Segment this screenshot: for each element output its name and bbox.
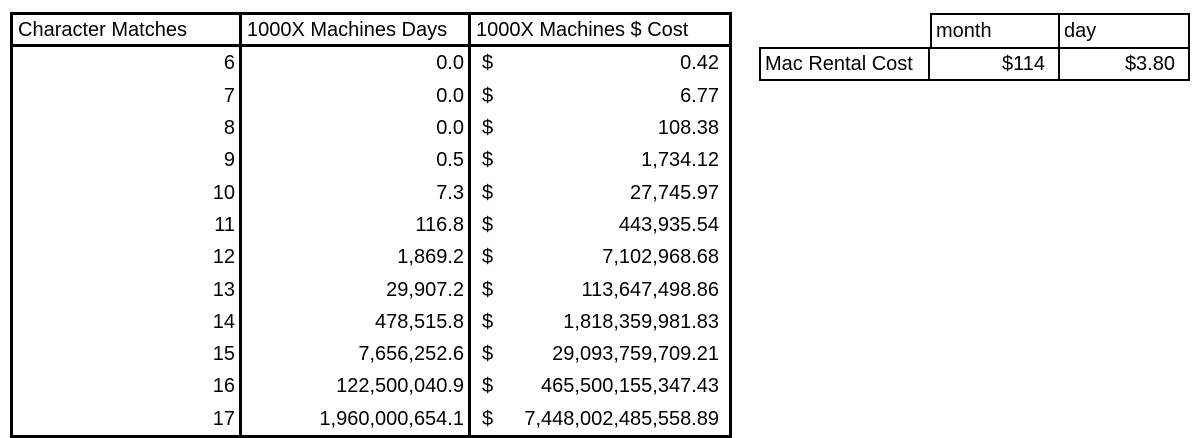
cell-machines-days[interactable]: 1,869.2: [242, 241, 471, 273]
cost-value: 27,745.97: [630, 181, 719, 204]
currency-symbol: $: [482, 213, 494, 236]
rental-blank-cell: [759, 13, 930, 47]
header-machines-cost[interactable]: 1000X Machines $ Cost: [476, 18, 689, 41]
cost-value: 443,935.54: [618, 213, 719, 236]
cell-machines-cost[interactable]: [471, 176, 729, 208]
table-row: [13, 176, 729, 208]
cost-value: 7,448,002,485,558.89: [524, 407, 719, 430]
rental-row-label[interactable]: Mac Rental Cost: [759, 47, 930, 81]
cell-machines-cost[interactable]: [471, 47, 729, 79]
cell-character-matches[interactable]: 9: [13, 144, 242, 176]
table-row: [13, 306, 729, 338]
currency-symbol: $: [482, 278, 494, 301]
cell-machines-cost[interactable]: [471, 241, 729, 273]
cell-character-matches[interactable]: 7: [13, 80, 242, 112]
cell-machines-cost[interactable]: [471, 80, 729, 112]
cost-value: 113,647,498.86: [581, 278, 719, 301]
cell-character-matches[interactable]: 12: [13, 241, 242, 273]
rental-month-value[interactable]: $114: [930, 47, 1060, 81]
cost-table-body: [13, 47, 729, 435]
header-machines-days[interactable]: 1000X Machines Days: [242, 15, 471, 44]
cell-machines-cost[interactable]: [471, 144, 729, 176]
table-row: [13, 80, 729, 112]
currency-symbol: $: [482, 149, 494, 172]
cell-character-matches[interactable]: 11: [13, 209, 242, 241]
rental-day-value[interactable]: $3.80: [1060, 47, 1190, 81]
currency-symbol: $: [482, 343, 494, 366]
cell-machines-days[interactable]: 0.0: [242, 47, 471, 79]
currency-symbol: $: [482, 84, 494, 107]
table-row: [13, 47, 729, 79]
cell-character-matches[interactable]: 10: [13, 176, 242, 208]
table-row: [13, 370, 729, 402]
rental-header-day[interactable]: day: [1060, 13, 1190, 47]
cell-machines-days[interactable]: 7.3: [242, 176, 471, 208]
currency-symbol: $: [482, 310, 494, 333]
cell-machines-cost[interactable]: [471, 338, 729, 370]
cell-machines-cost[interactable]: [471, 403, 729, 435]
currency-symbol: $: [482, 117, 494, 140]
cell-machines-days[interactable]: 478,515.8: [242, 306, 471, 338]
cell-machines-cost[interactable]: [471, 370, 729, 402]
rental-header-month[interactable]: month: [930, 13, 1060, 47]
header-character-matches[interactable]: Character Matches: [13, 15, 242, 44]
currency-symbol: $: [482, 181, 494, 204]
currency-symbol: $: [482, 407, 494, 430]
currency-symbol: $: [482, 52, 494, 75]
cost-value: 1,818,359,981.83: [563, 310, 719, 333]
table-row: [13, 144, 729, 176]
cost-value: 465,500,155,347.43: [541, 375, 719, 398]
cell-machines-days[interactable]: 116.8: [242, 209, 471, 241]
cell-machines-days[interactable]: 122,500,040.9: [242, 370, 471, 402]
cell-machines-days[interactable]: 29,907.2: [242, 273, 471, 305]
rental-value-row: [759, 47, 1190, 81]
cell-character-matches[interactable]: 13: [13, 273, 242, 305]
table-row: [13, 112, 729, 144]
table-row: [13, 338, 729, 370]
cell-machines-days[interactable]: 0.5: [242, 144, 471, 176]
cell-machines-days[interactable]: 7,656,252.6: [242, 338, 471, 370]
rental-header-row: [759, 13, 1190, 47]
cell-machines-days[interactable]: 0.0: [242, 80, 471, 112]
cell-character-matches[interactable]: 6: [13, 47, 242, 79]
cost-table: [10, 12, 732, 438]
cost-value: 29,093,759,709.21: [552, 343, 719, 366]
table-row: [13, 273, 729, 305]
rental-cost-table: [759, 13, 1190, 81]
cell-character-matches[interactable]: 14: [13, 306, 242, 338]
currency-symbol: $: [482, 375, 494, 398]
cost-value: 7,102,968.68: [602, 246, 719, 269]
cell-machines-cost[interactable]: [471, 306, 729, 338]
cell-character-matches[interactable]: 17: [13, 403, 242, 435]
cost-table-header-row: [13, 15, 729, 47]
table-row: [13, 241, 729, 273]
cell-machines-cost[interactable]: [471, 112, 729, 144]
cell-machines-cost[interactable]: [471, 209, 729, 241]
cell-character-matches[interactable]: 8: [13, 112, 242, 144]
cell-machines-days[interactable]: 0.0: [242, 112, 471, 144]
table-row: [13, 403, 729, 435]
cell-character-matches[interactable]: 15: [13, 338, 242, 370]
cell-character-matches[interactable]: 16: [13, 370, 242, 402]
cost-value: 6.77: [680, 84, 719, 107]
cell-machines-cost[interactable]: [471, 273, 729, 305]
cost-value: 1,734.12: [641, 149, 719, 172]
table-row: [13, 209, 729, 241]
cost-value: 108.38: [657, 117, 719, 140]
cell-machines-days[interactable]: 1,960,000,654.1: [242, 403, 471, 435]
cost-value: 0.42: [680, 52, 719, 75]
currency-symbol: $: [482, 246, 494, 269]
